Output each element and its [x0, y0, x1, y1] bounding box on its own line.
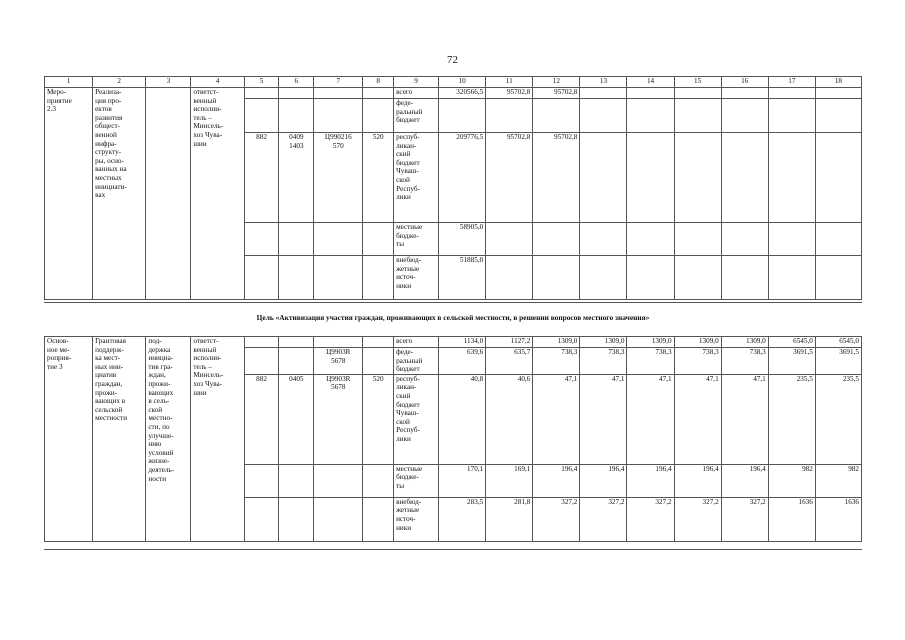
value-cell-col-10: 1134,0: [439, 337, 486, 348]
section-code-cell: [279, 497, 314, 541]
value-cell-col-18: 3691,5: [815, 348, 861, 375]
value-cell-col-18: [815, 88, 861, 99]
column-number-11: 11: [486, 77, 533, 88]
value-cell-col-12: 95702,8: [533, 133, 580, 223]
value-cell-col-16: [721, 99, 768, 133]
value-cell-col-12: 47,1: [533, 374, 580, 464]
value-cell-col-13: 738,3: [580, 348, 627, 375]
value-cell-col-16: 47,1: [721, 374, 768, 464]
funding-source-cell: респуб- ликан- ский бюджет Чуваш- ской Респуб- лики: [394, 374, 439, 464]
value-cell-col-12: [533, 223, 580, 256]
value-cell-col-15: 327,2: [674, 497, 721, 541]
value-cell-col-17: 3691,5: [768, 348, 815, 375]
value-cell-col-18: [815, 99, 861, 133]
value-cell-col-17: 1636: [768, 497, 815, 541]
expense-type-cell: [363, 88, 394, 99]
section-code-cell: [279, 88, 314, 99]
value-cell-col-13: 47,1: [580, 374, 627, 464]
page-number: 72: [447, 54, 458, 66]
value-cell-col-15: 1309,0: [674, 337, 721, 348]
column-number-1: 1: [45, 77, 93, 88]
target-article-cell: [314, 99, 363, 133]
value-cell-col-15: [674, 99, 721, 133]
value-cell-col-15: [674, 256, 721, 300]
value-cell-col-16: 1309,0: [721, 337, 768, 348]
main-measure-3-row-1: [45, 337, 862, 348]
expense-type-cell: [363, 337, 394, 348]
value-cell-col-14: [627, 256, 674, 300]
expense-type-cell: 520: [363, 374, 394, 464]
responsible-cell: ответст- венный исполни- тель – Минсель- хоз Чува- шии: [191, 337, 244, 542]
measure-description-cell: Реализа- ция про- ектов развития общест- венной инфра- структу- ры, осно- ванных на местных инициати- вах: [93, 88, 146, 300]
goal-heading: Цель «Активизация участия граждан, проживающих в сельской местности, в решении вопросов местного значения»: [256, 313, 650, 322]
value-cell-col-12: 1309,0: [533, 337, 580, 348]
grbs-code-cell: [244, 88, 279, 99]
value-cell-col-16: [721, 133, 768, 223]
column-number-17: 17: [768, 77, 815, 88]
grbs-code-cell: [244, 337, 279, 348]
value-cell-col-14: 327,2: [627, 497, 674, 541]
value-cell-col-12: 327,2: [533, 497, 580, 541]
value-cell-col-13: 196,4: [580, 464, 627, 497]
funding-source-cell: феде- ральный бюджет: [394, 348, 439, 375]
grbs-code-cell: [244, 348, 279, 375]
target-article-cell: Ц9903R 5678: [314, 374, 363, 464]
value-cell-col-14: 196,4: [627, 464, 674, 497]
value-cell-col-11: 281,8: [486, 497, 533, 541]
target-article-cell: Ц9903R 5678: [314, 348, 363, 375]
value-cell-col-15: [674, 223, 721, 256]
value-cell-col-14: [627, 223, 674, 256]
value-cell-col-17: [768, 88, 815, 99]
expense-type-cell: 520: [363, 133, 394, 223]
funding-source-cell: респуб- ликан- ский бюджет Чуваш- ской Респуб- лики: [394, 133, 439, 223]
grbs-code-cell: [244, 497, 279, 541]
target-article-cell: Ц990216 570: [314, 133, 363, 223]
value-cell-col-16: 327,2: [721, 497, 768, 541]
value-cell-col-10: 320566,5: [439, 88, 486, 99]
funding-source-cell: местные бюдже- ты: [394, 464, 439, 497]
value-cell-col-12: 196,4: [533, 464, 580, 497]
value-cell-col-13: [580, 223, 627, 256]
value-cell-col-16: [721, 256, 768, 300]
grbs-code-cell: [244, 223, 279, 256]
value-cell-col-13: [580, 133, 627, 223]
funding-source-cell: феде- ральный бюджет: [394, 99, 439, 133]
expense-type-cell: [363, 497, 394, 541]
value-cell-col-15: 196,4: [674, 464, 721, 497]
value-cell-col-11: 95702,8: [486, 88, 533, 99]
column-number-16: 16: [721, 77, 768, 88]
value-cell-col-10: 170,1: [439, 464, 486, 497]
value-cell-col-11: 1127,2: [486, 337, 533, 348]
target-article-cell: [314, 256, 363, 300]
grbs-code-cell: [244, 99, 279, 133]
grbs-code-cell: [244, 256, 279, 300]
measure-name-cell: Меро- приятие 2.3: [45, 88, 93, 300]
table-end-rule: [44, 302, 862, 303]
value-cell-col-17: [768, 133, 815, 223]
section-code-cell: [279, 223, 314, 256]
section-code-cell: [279, 337, 314, 348]
value-cell-col-10: 639,6: [439, 348, 486, 375]
section-code-cell: 0409 1403: [279, 133, 314, 223]
value-cell-col-17: [768, 256, 815, 300]
value-cell-col-11: [486, 99, 533, 133]
value-cell-col-18: 982: [815, 464, 861, 497]
column-number-6: 6: [279, 77, 314, 88]
column-number-12: 12: [533, 77, 580, 88]
value-cell-col-16: 196,4: [721, 464, 768, 497]
value-cell-col-17: 6545,0: [768, 337, 815, 348]
value-cell-col-12: 738,3: [533, 348, 580, 375]
value-cell-col-14: 738,3: [627, 348, 674, 375]
value-cell-col-11: [486, 223, 533, 256]
expense-type-cell: [363, 256, 394, 300]
expense-type-cell: [363, 223, 394, 256]
target-article-cell: [314, 497, 363, 541]
value-cell-col-12: 95702,8: [533, 88, 580, 99]
value-cell-col-11: 95702,8: [486, 133, 533, 223]
section-code-cell: [279, 99, 314, 133]
value-cell-col-18: [815, 256, 861, 300]
value-cell-col-10: 58905,0: [439, 223, 486, 256]
value-cell-col-12: [533, 256, 580, 300]
funding-source-cell: внебюд- жетные источ- ники: [394, 497, 439, 541]
value-cell-col-18: [815, 133, 861, 223]
target-article-cell: [314, 88, 363, 99]
value-cell-col-14: [627, 99, 674, 133]
value-cell-col-18: [815, 223, 861, 256]
grbs-code-cell: [244, 464, 279, 497]
funding-source-cell: местные бюдже- ты: [394, 223, 439, 256]
expense-type-cell: [363, 348, 394, 375]
column-number-4: 4: [191, 77, 244, 88]
value-cell-col-14: [627, 88, 674, 99]
value-cell-col-13: 327,2: [580, 497, 627, 541]
section-code-cell: [279, 464, 314, 497]
value-cell-col-13: [580, 88, 627, 99]
column-number-9: 9: [394, 77, 439, 88]
main-measure-3-table: [44, 336, 862, 542]
value-cell-col-10: 283,5: [439, 497, 486, 541]
value-cell-col-17: [768, 223, 815, 256]
column-number-15: 15: [674, 77, 721, 88]
section-code-cell: [279, 256, 314, 300]
target-article-cell: [314, 464, 363, 497]
expense-type-cell: [363, 99, 394, 133]
column-number-5: 5: [244, 77, 279, 88]
column-number-14: 14: [627, 77, 674, 88]
value-cell-col-13: 1309,0: [580, 337, 627, 348]
value-cell-col-14: [627, 133, 674, 223]
value-cell-col-17: [768, 99, 815, 133]
value-cell-col-11: 169,1: [486, 464, 533, 497]
funding-source-cell: всего: [394, 88, 439, 99]
column-number-10: 10: [439, 77, 486, 88]
value-cell-col-16: [721, 88, 768, 99]
subprogram-cell: [146, 88, 191, 300]
value-cell-col-13: [580, 256, 627, 300]
value-cell-col-15: 47,1: [674, 374, 721, 464]
measure-2-3-row-1: [45, 88, 862, 99]
value-cell-col-12: [533, 99, 580, 133]
target-article-cell: [314, 337, 363, 348]
value-cell-col-13: [580, 99, 627, 133]
grbs-code-cell: 882: [244, 133, 279, 223]
value-cell-col-18: 6545,0: [815, 337, 861, 348]
expense-type-cell: [363, 464, 394, 497]
value-cell-col-11: [486, 256, 533, 300]
value-cell-col-17: 982: [768, 464, 815, 497]
funding-source-cell: всего: [394, 337, 439, 348]
value-cell-col-14: 1309,0: [627, 337, 674, 348]
column-number-18: 18: [815, 77, 861, 88]
value-cell-col-18: 235,5: [815, 374, 861, 464]
table-end-rule: [44, 549, 862, 550]
measure-2-3-table: [44, 87, 862, 300]
funding-source-cell: внебюд- жетные источ- ники: [394, 256, 439, 300]
target-article-cell: [314, 223, 363, 256]
value-cell-col-10: 40,8: [439, 374, 486, 464]
column-number-7: 7: [314, 77, 363, 88]
value-cell-col-10: 209776,5: [439, 133, 486, 223]
value-cell-col-11: 635,7: [486, 348, 533, 375]
value-cell-col-18: 1636: [815, 497, 861, 541]
value-cell-col-10: 51885,0: [439, 256, 486, 300]
value-cell-col-11: 40,6: [486, 374, 533, 464]
value-cell-col-15: [674, 133, 721, 223]
measure-description-cell: Грантовая поддерж- ка мест- ных ини- циатив граждан, прожи- вающих в сельской местности: [93, 337, 146, 542]
column-number-2: 2: [93, 77, 146, 88]
section-code-cell: [279, 348, 314, 375]
value-cell-col-16: 738,3: [721, 348, 768, 375]
value-cell-col-14: 47,1: [627, 374, 674, 464]
section-code-cell: 0405: [279, 374, 314, 464]
value-cell-col-15: 738,3: [674, 348, 721, 375]
value-cell-col-16: [721, 223, 768, 256]
measure-name-cell: Основ- ное ме- роприя- тие 3: [45, 337, 93, 542]
grbs-code-cell: 882: [244, 374, 279, 464]
column-number-13: 13: [580, 77, 627, 88]
subprogram-cell: под- держка инициа- тив гра- ждан, прожи- вающих в сель- ской местно- сти, по улучше- нию условий жизне- деятель- ности: [146, 337, 191, 542]
value-cell-col-17: 235,5: [768, 374, 815, 464]
responsible-cell: ответст- венный исполни- тель – Минсель- хоз Чува- шии: [191, 88, 244, 300]
value-cell-col-15: [674, 88, 721, 99]
column-number-8: 8: [363, 77, 394, 88]
value-cell-col-10: [439, 99, 486, 133]
column-number-3: 3: [146, 77, 191, 88]
